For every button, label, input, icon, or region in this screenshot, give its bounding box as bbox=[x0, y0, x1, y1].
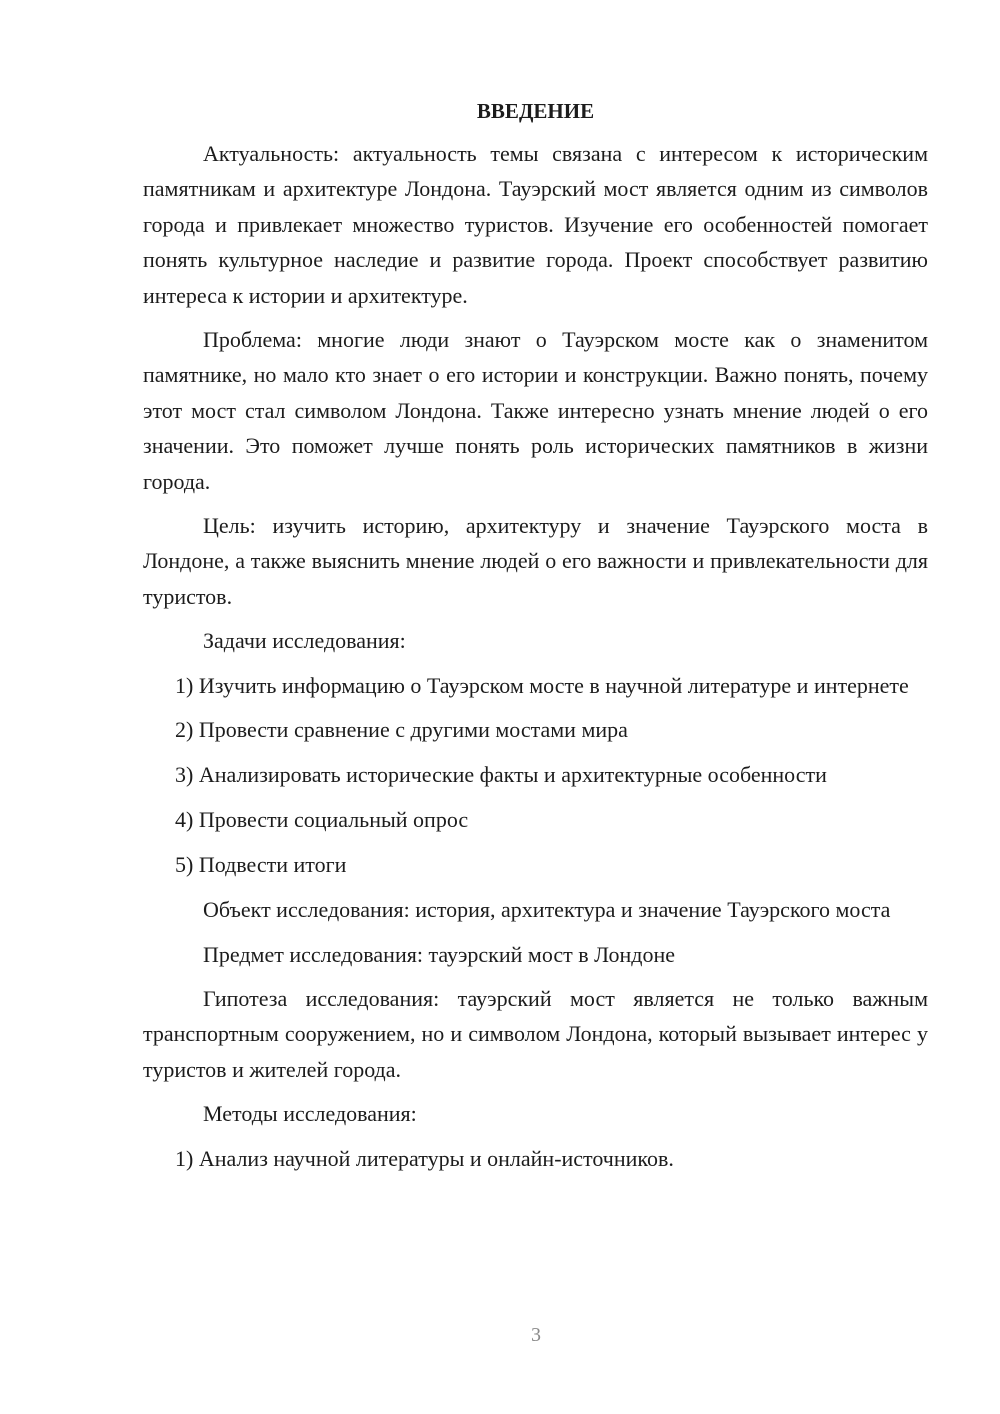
paragraph-hypothesis: Гипотеза исследования: тауэрский мост является не только важным транспортным сооружением, но и символом Лондона, который вызывает интерес у туристов и жителей города. bbox=[143, 985, 928, 1082]
methods-list bbox=[143, 1141, 928, 1176]
list-item: 4) Провести социальный опрос bbox=[175, 807, 469, 833]
list-item: 2) Провести сравнение с другими мостами мира bbox=[175, 717, 628, 743]
list-item: 1) Анализ научной литературы и онлайн-источников. bbox=[175, 1145, 674, 1171]
list-item: 3) Анализировать исторические факты и архитектурные особенности bbox=[175, 762, 827, 788]
paragraph-object: Объект исследования: история, архитектура и значение Тауэрского моста bbox=[203, 897, 891, 923]
paragraph-problem: Проблема: многие люди знают о Тауэрском мосте как о знаменитом памятнике, но мало кто знает о его истории и конструкции. Важно понять, почему этот мост стал символом Лондона. Также интересно узнать мнение людей о его значении. Это поможет лучше понять роль исторических памятников в жизни города. bbox=[143, 327, 928, 494]
list-item: 5) Подвести итоги bbox=[175, 852, 347, 878]
paragraph-relevance: Актуальность: актуальность темы связана с интересом к историческим памятникам и архитектуре Лондона. Тауэрский мост является одним из символов города и привлекает множество туристов. Изучение его особенностей помогает понять культурное наследие и развитие города. Проект способствует развитию интереса к истории и архитектуре. bbox=[143, 141, 928, 308]
methods-heading: Методы исследования: bbox=[203, 1101, 417, 1127]
list-item: 1) Изучить информацию о Тауэрском мосте в научной литературе и интернете bbox=[175, 672, 909, 698]
tasks-list bbox=[143, 668, 928, 883]
paragraph-subject: Предмет исследования: тауэрский мост в Лондоне bbox=[203, 941, 676, 967]
tasks-heading: Задачи исследования: bbox=[203, 628, 406, 654]
paragraph-goal: Цель: изучить историю, архитектуру и значение Тауэрского моста в Лондоне, а также выяснить мнение людей о его важности и привлекательности для туристов. bbox=[143, 513, 928, 609]
document-page bbox=[143, 96, 928, 1186]
page-number: 3 bbox=[531, 1324, 541, 1346]
page-title: ВВЕДЕНИЕ bbox=[476, 99, 595, 123]
